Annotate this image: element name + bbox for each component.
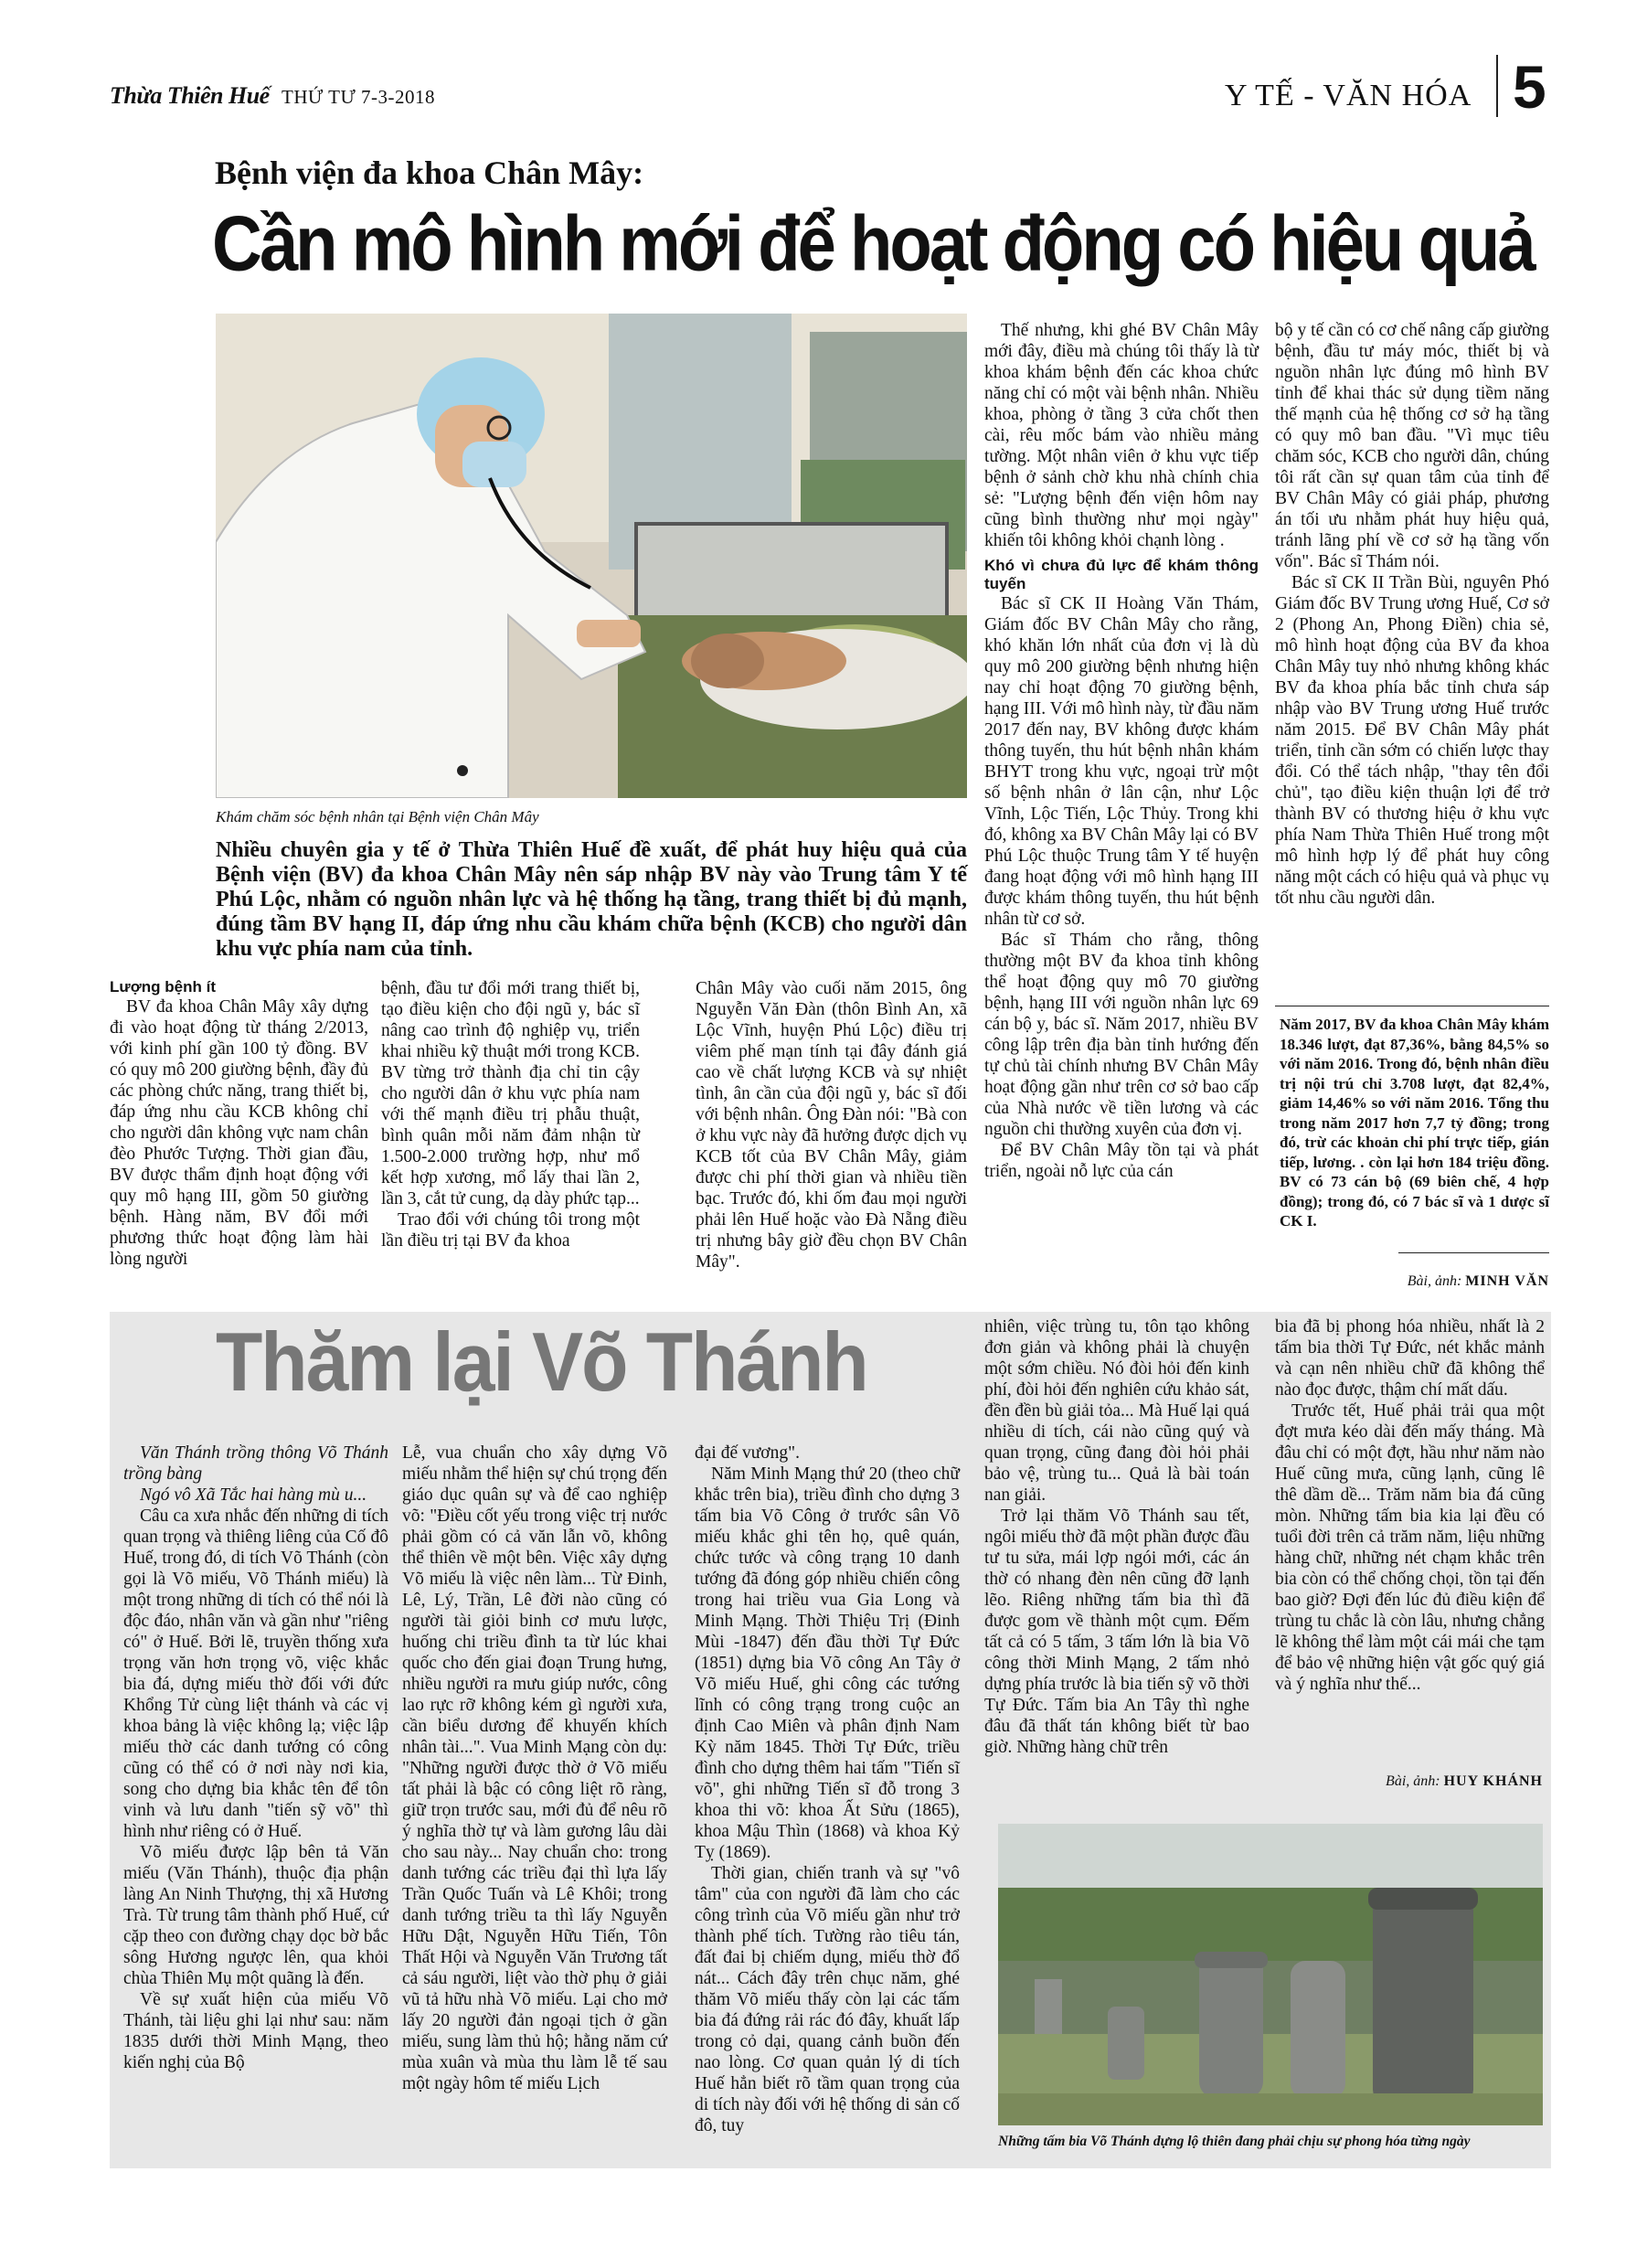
article2-paragraph: Lễ, vua chuẩn cho xây dựng Võ miếu nhằm thể hiện sự chú trọng đến giáo dục quân sự và để cao nghiệp võ: "Điều cốt yếu trong việc trị nước phải gồm có cả văn lẫn võ, không thể thiên về một bên. Việc xây dựng Võ miếu là việc nên làm... Từ Đinh, Lê, Lý, Trần, Lê đời nào cũng có người tài giỏi binh cơ mưu lược, huống chi triều đình ta từ lúc khai quốc cho đến giai đoạn Trung hưng, nhiều người ra mưu giúp nước, công lao rực rỡ không kém gì người xưa, cần biểu dương để khuyến khích nhân tài...". Vua Minh Mạng còn dụ: "Những người được thờ ở Võ miếu tất phải là bậc có công liệt rõ ràng, giữ trọn trước sau, mới đủ để nêu rõ ý nghĩa thờ tự và làm gương lâu dài cho sau này... Nay chuẩn cho: trong danh tướng các triều đại thì lựa lấy Trần Quốc Tuấn và Lê Khôi; trong danh tướng triều ta thì lấy Nguyễn Hữu Dật, Nguyễn Hữu Tiến, Tôn Thất Hội và Nguyễn Văn Trương tất cả sáu người, liệt vào thờ phụ ở giải vũ tả hữu nhà Võ miếu. Lại cho mở lấy 20 người đản ngoại tịch ở gần miếu, sung làm thủ hộ; hằng năm cứ mùa xuân và mùa thu làm lễ tế sau một ngày hôm tế miếu Lịch — [402, 1443, 667, 2093]
article2-column-5 — [1275, 1316, 1545, 1695]
article1-column-5 — [1275, 320, 1549, 909]
article1-column-3 — [696, 978, 967, 1272]
article1-subhead-2: Khó vì chưa đủ lực để khám thông tuyến — [984, 557, 1259, 592]
article1-kicker: Bệnh viện đa khoa Chân Mây: — [215, 154, 644, 191]
article1-byline — [1280, 1273, 1549, 1290]
article2-title: Thăm lại Võ Thánh — [216, 1315, 867, 1409]
article1-paragraph: BV đa khoa Chân Mây xây dựng đi vào hoạt động từ tháng 2/2013, với kinh phí gần 100 tỷ đồng. BV có quy mô 200 giường bệnh, đầy đủ các phòng chức năng, trang thiết bị, đáp ứng nhu cầu KCB không chỉ cho người dân không vực nam chân đèo Phước Tượng. Thời gian đầu, BV được thẩm định hoạt động với quy mô hạng III, gồm 50 giường bệnh. Hàng năm, BV đổi mới phương thức hoạt động làm hài lòng người — [110, 997, 368, 1269]
byline-author: MINH VĂN — [1465, 1273, 1549, 1289]
byline-label: Bài, ảnh: — [1386, 1773, 1440, 1789]
paper-name: Thừa Thiên Huế — [110, 82, 270, 109]
article2-paragraph: Câu ca xưa nhắc đến những di tích quan trọng và thiêng liêng của Cố đô Huế, trong đó, di tích Võ Thánh (còn gọi là Võ miếu, Võ Thánh miếu) là một trong những di tích có thể nói là độc đáo, nhân văn và gần như "riêng có" ở Huế. Bởi lẽ, truyền thống xưa trọng văn hơn trọng võ, việc khắc bia đá, dựng miếu thờ đối với đức Khổng Tử cùng liệt thánh và các vị khoa bảng là việc không lạ; việc lập miếu thờ các danh tướng có công cũng có thể có ở nơi này nơi kia, song cho dựng bia khắc tên để tôn vinh và lưu danh "tiến sỹ võ" thì hình như riêng có ở Huế. — [123, 1507, 388, 1841]
article2-column-1 — [123, 1443, 388, 2073]
article2-paragraph: nhiên, việc trùng tu, tôn tạo không đơn giản và không phải là chuyện một sớm chiều. Nó đòi hỏi đến kinh phí, đòi hỏi đến nghiên cứu khảo sát, đền đền bù giải tỏa... Mà Huế lại quá nhiều di tích, cái nào cũng quý và quan trọng, cũng đang đòi hỏi phải bảo vệ, trùng tu... Quả là bài toán nan giải. — [984, 1317, 1249, 1505]
article2-column-2 — [402, 1443, 667, 2094]
section-name: Y TẾ - VĂN HÓA — [1225, 79, 1472, 112]
article2-byline — [1275, 1773, 1543, 1790]
article1-lead: Nhiều chuyên gia y tế ở Thừa Thiên Huế đề xuất, để phát huy hiệu quả của Bệnh viện (BV) đa khoa Chân Mây nên sáp nhập BV này vào Trung tâm Y tế Phú Lộc, nhằm có nguồn nhân lực và hệ thống hạ tầng, trang thiết bị đủ mạnh, đúng tầm BV hạng II, đáp ứng nhu cầu khám chữa bệnh (KCB) cho người dân khu vực phía nam của tỉnh. — [216, 838, 967, 961]
article1-paragraph: Bác sĩ CK II Hoàng Văn Thám, Giám đốc BV Chân Mây cho rằng, khó khăn lớn nhất của đơn vị là dù quy mô 200 giường bệnh nhưng hiện nay chỉ hoạt động 70 giường bệnh, hạng III. Với mô hình này, từ đầu năm 2017 đến nay, BV không được khám thông tuyến, thu hút bệnh nhân khám BHYT trong khu vực, ngoại trừ một số bệnh nhân ở lân cận, như Lộc Vĩnh, Lộc Tiến, Lộc Thủy. Trong khi đó, không xa BV Chân Mây lại có BV Phú Lộc thuộc Trung tâm Y tế huyện đang hoạt động với mô hình hạng III được khám thông tuyến, thu hút bệnh nhân từ cơ sở. — [984, 594, 1259, 929]
byline-label: Bài, ảnh: — [1407, 1273, 1462, 1289]
article1-paragraph: bộ y tế cần có cơ chế nâng cấp giường bệnh, đầu tư máy móc, thiết bị và nguồn nhân lực đúng mô hình BV tỉnh để khai thác sử dụng tiềm năng thế mạnh của hệ thống cơ sở hạ tầng có quy mô ban đầu. "Vì mục tiêu chăm sóc, KCB cho người dân, chúng tôi rất cần sự quan tâm của tỉnh để BV Chân Mây có giải pháp, phương án tối ưu nhằm phát huy hiệu quả, tránh lãng phí về cơ sở hạ tầng vốn vốn". Bác sĩ Thám nói. — [1275, 321, 1549, 571]
article1-paragraph: Bác sĩ Thám cho rằng, thông thường một BV đa khoa tỉnh không thể hoạt động quy mô 70 giường bệnh, hạng III với nguồn nhân lực 69 cán bộ y, bác sĩ. Năm 2017, nhiều BV công lập trên địa bàn tỉnh hướng đến tự chủ tài chính nhưng BV Chân Mây hoạt động gần như trên cơ sở bao cấp của Nhà nước về tiền lương và các nguồn chi thường xuyên của đơn vị. — [984, 931, 1259, 1139]
article1-paragraph: Để BV Chân Mây tồn tại và phát triển, ngoài nỗ lực của cán — [984, 1141, 1259, 1181]
article2-paragraph: Trở lại thăm Võ Thánh sau tết, ngôi miếu thờ đã một phần được đầu tư tu sửa, mái lợp ngói mới, các án thờ có nhang đèn nên cũng đỡ lạnh lẽo. Riêng những tấm bia thì đã được gom về thành một cụm. Đếm tất cả có 5 tấm, 3 tấm lớn là bia Võ công thời Minh Mạng, 2 tấm nhỏ dựng phía trước là bia tiến sỹ võ thời Tự Đức. Tấm bia An Tây thì nghe đâu đã thất tán không biết từ bao giờ. Những hàng chữ trên — [984, 1507, 1249, 1757]
article1-paragraph: Chân Mây vào cuối năm 2015, ông Nguyễn Văn Đàn (thôn Bình An, xã Lộc Vĩnh, huyện Phú Lộc) điều trị viêm phế mạn tính tại đây đánh giá cao về chất lượng KCB và sự nhiệt tình, ân cần của đội ngũ y, bác sĩ đối với bệnh nhân. Ông Đàn nói: "Bà con ở khu vực này đã hưởng được dịch vụ KCB tốt của BV Chân Mây, giảm được chi phí thời gian và nhiều tiền bạc. Trước đó, khi ốm đau mọi người phải lên Huế hoặc vào Đà Nẵng điều trị nhưng bây giờ đều chọn BV Chân Mây". — [696, 979, 967, 1272]
article1-paragraph: Bác sĩ CK II Trần Bùi, nguyên Phó Giám đốc BV Trung ương Huế, Cơ sở 2 (Phong An, Phong Điền) chia sẻ, mô hình hoạt động của BV đa khoa Chân Mây tuy nhỏ nhưng không khác BV đa khoa phía bắc tỉnh chưa sáp nhập vào BV Trung ương Huế trước năm 2015. Để BV Chân Mây phát triển, tỉnh cần sớm có chiến lược thay đổi. Có thể tách nhập, "thay tên đổi chủ", tạo điều kiện thuận lợi để trở thành BV có thương hiệu ở khu vực phía Nam Thừa Thiên Huế trong một mô hình hợp lý để phát huy công năng một cách có hiệu quả và phục vụ tốt nhu cầu người dân. — [1275, 573, 1549, 908]
article1-paragraph: Thế nhưng, khi ghé BV Chân Mây mới đây, điều mà chúng tôi thấy là từ khoa khám bệnh đến các khoa chức năng chỉ có một vài bệnh nhân. Nhiều khoa, phòng ở tầng 3 cửa chốt then cài, rêu mốc bám vào nhiều mảng tường. Một nhân viên ở khu vực tiếp bệnh ở sảnh chờ khu nhà chính chia sẻ: "Lượng bệnh đến viện hôm nay cũng bình thường như mọi ngày" khiến tôi không khỏi chạnh lòng . — [984, 321, 1259, 550]
byline-author: HUY KHÁNH — [1443, 1773, 1543, 1789]
factbox-bottom-rule — [1398, 1252, 1549, 1253]
article1-photo-caption: Khám chăm sóc bệnh nhân tại Bệnh viện Chân Mây — [216, 808, 539, 825]
article2-paragraph: bia đã bị phong hóa nhiều, nhất là 2 tấm bia thời Tự Đức, nét khắc mảnh và cạn nên nhiều chữ đã không thể nào đọc được, thậm chí mất dấu. — [1275, 1317, 1545, 1400]
article1-photo — [216, 314, 967, 798]
issue-date: THỨ TƯ 7-3-2018 — [282, 86, 436, 108]
article2-column-3 — [695, 1443, 960, 2136]
article2-column-4 — [984, 1316, 1249, 1758]
page-number: 5 — [1513, 53, 1546, 121]
article2-paragraph: Trước tết, Huế phải trải qua một đợt mưa kéo dài đến mấy tháng. Mà đâu chỉ có một đợt, hầu như năm nào Huế cũng mưa, cũng lạnh, cũng lê thê dầm dề... Trăm năm bia đá cũng mòn. Những tấm bia kia lại đều có tuổi đời trên cả trăm năm, liệu những hàng chữ, những nét chạm khắc trên bia còn có thể chống chọi, tồn tại đến bao giờ? Đợi đến lúc đủ điều kiện để trùng tu chắc là còn lâu, nhưng chẳng lẽ không thể làm một cái mái che tạm để bảo vệ những hiện vật gốc quý giá và ý nghĩa như thế... — [1275, 1401, 1545, 1694]
article1-factbox: Năm 2017, BV đa khoa Chân Mây khám 18.346 lượt, đạt 87,36%, bằng 84,5% so với năm 2016. Trong đó, bệnh nhân điều trị nội trú chỉ 3.708 lượt, đạt 82,4%, giảm 14,46% so với năm 2016. Tổng thu trong năm 2017 hơn 7,7 tỷ đồng; trong đó, trừ các khoản chi phí trực tiếp, gián tiếp, lương. . còn lại hơn 184 triệu đồng. BV có 73 cán bộ (69 biên chế, 4 hợp đồng); trong đó, có 7 bác sĩ và 1 dược sĩ CK I. — [1280, 1016, 1549, 1230]
article1-subhead-1: Lượng bệnh ít — [110, 978, 216, 996]
article1-column-1 — [110, 978, 368, 1270]
article1-paragraph: bệnh, đầu tư đổi mới trang thiết bị, tạo điều kiện cho đội ngũ y, bác sĩ nâng cao trình độ nghiệp vụ, triển khai nhiều kỹ thuật mới trong KCB. BV từng trở thành địa chỉ tin cậy cho người dân ở khu vực phía nam với thế mạnh điều trị phẫu thuật, bình quân mỗi năm đảm nhận từ 1.500-2.000 trường hợp, như mổ kết hợp xương, mổ lấy thai lần 2, lần 3, cắt tử cung, dạ dày phức tạp... — [381, 979, 640, 1209]
article2-paragraph: Năm Minh Mạng thứ 20 (theo chữ khắc trên bia), triều đình cho dựng 3 tấm bia Võ Công ở trước sân Võ miếu khắc ghi tên họ, quê quán, chức tước và công trạng 10 danh tướng đã đóng góp nhiều chiến công trong hai triều vua Gia Long và Minh Mạng. Thời Thiệu Trị (Đinh Mùi -1847) đến đầu thời Tự Đức (1851) dựng bia Võ công An Tây ở Võ miếu Huế, ghi công các tướng lĩnh có công trạng trong cuộc an định Cao Miên và phân định Nam Kỳ năm 1845. Thời Tự Đức, triều đình cho dựng thêm hai tấm "Tiến sĩ võ", ghi những Tiến sĩ đỗ trong 3 khoa thi võ: khoa Ất Sửu (1865), khoa Mậu Thìn (1868) và khoa Kỷ Tỵ (1869). — [695, 1464, 960, 1862]
article1-column-4 — [984, 320, 1259, 1182]
page-header — [0, 0, 1647, 128]
article2-paragraph: đại đế vương". — [695, 1443, 800, 1463]
doctor-patient-illustration — [216, 314, 967, 798]
article2-paragraph: Võ miếu được lập bên tả Văn miếu (Văn Thánh), thuộc địa phận làng An Ninh Thượng, thị xã Hương Trà. Từ trung tâm thành phố Huế, cứ cặp theo con đường chạy dọc bờ bắc sông Hương ngược lên, qua khỏi chùa Thiên Mụ một quãng là đến. — [123, 1843, 388, 1988]
header-separator — [1496, 55, 1498, 117]
article2-paragraph: Về sự xuất hiện của miếu Võ Thánh, tài liệu ghi lại như sau: năm 1835 dưới thời Minh Mạng, theo kiến nghị của Bộ — [123, 1990, 388, 2072]
article2-photo-caption: Những tấm bia Võ Thánh dựng lộ thiên đang phải chịu sự phong hóa từng ngày — [998, 2134, 1471, 2149]
article2-paragraph: Thời gian, chiến tranh và sự "vô tâm" của con người đã làm cho các công trình của Võ miếu gần như trở thành phế tích. Tường rào tiêu tán, đất đai bị chiếm dụng, miếu thờ đổ nát... Cách đây trên chục năm, ghé thăm Võ miếu thấy còn lại các tấm bia đá đứng rải rác đó đây, khuất lấp trong cỏ dại, quang cảnh buồn đến nao lòng. Cơ quan quản lý di tích Huế hẳn biết rõ tầm quan trọng của di tích này đối với hệ thống di sản cố đô, tuy — [695, 1864, 960, 2135]
article1-title: Cần mô hình mới để hoạt động có hiệu quả — [212, 200, 1534, 288]
article2-verse-line: Ngó vô Xã Tắc hai hàng mù u... — [140, 1485, 367, 1505]
article1-paragraph: Trao đổi với chúng tôi trong một lần điều trị tại BV đa khoa — [381, 1210, 640, 1251]
article2-verse-line: Văn Thánh trồng thông Võ Thánh trồng bàng — [123, 1443, 388, 1484]
stone-steles-illustration — [998, 1824, 1543, 2125]
article2-photo — [998, 1824, 1543, 2125]
article1-column-2 — [381, 978, 640, 1251]
